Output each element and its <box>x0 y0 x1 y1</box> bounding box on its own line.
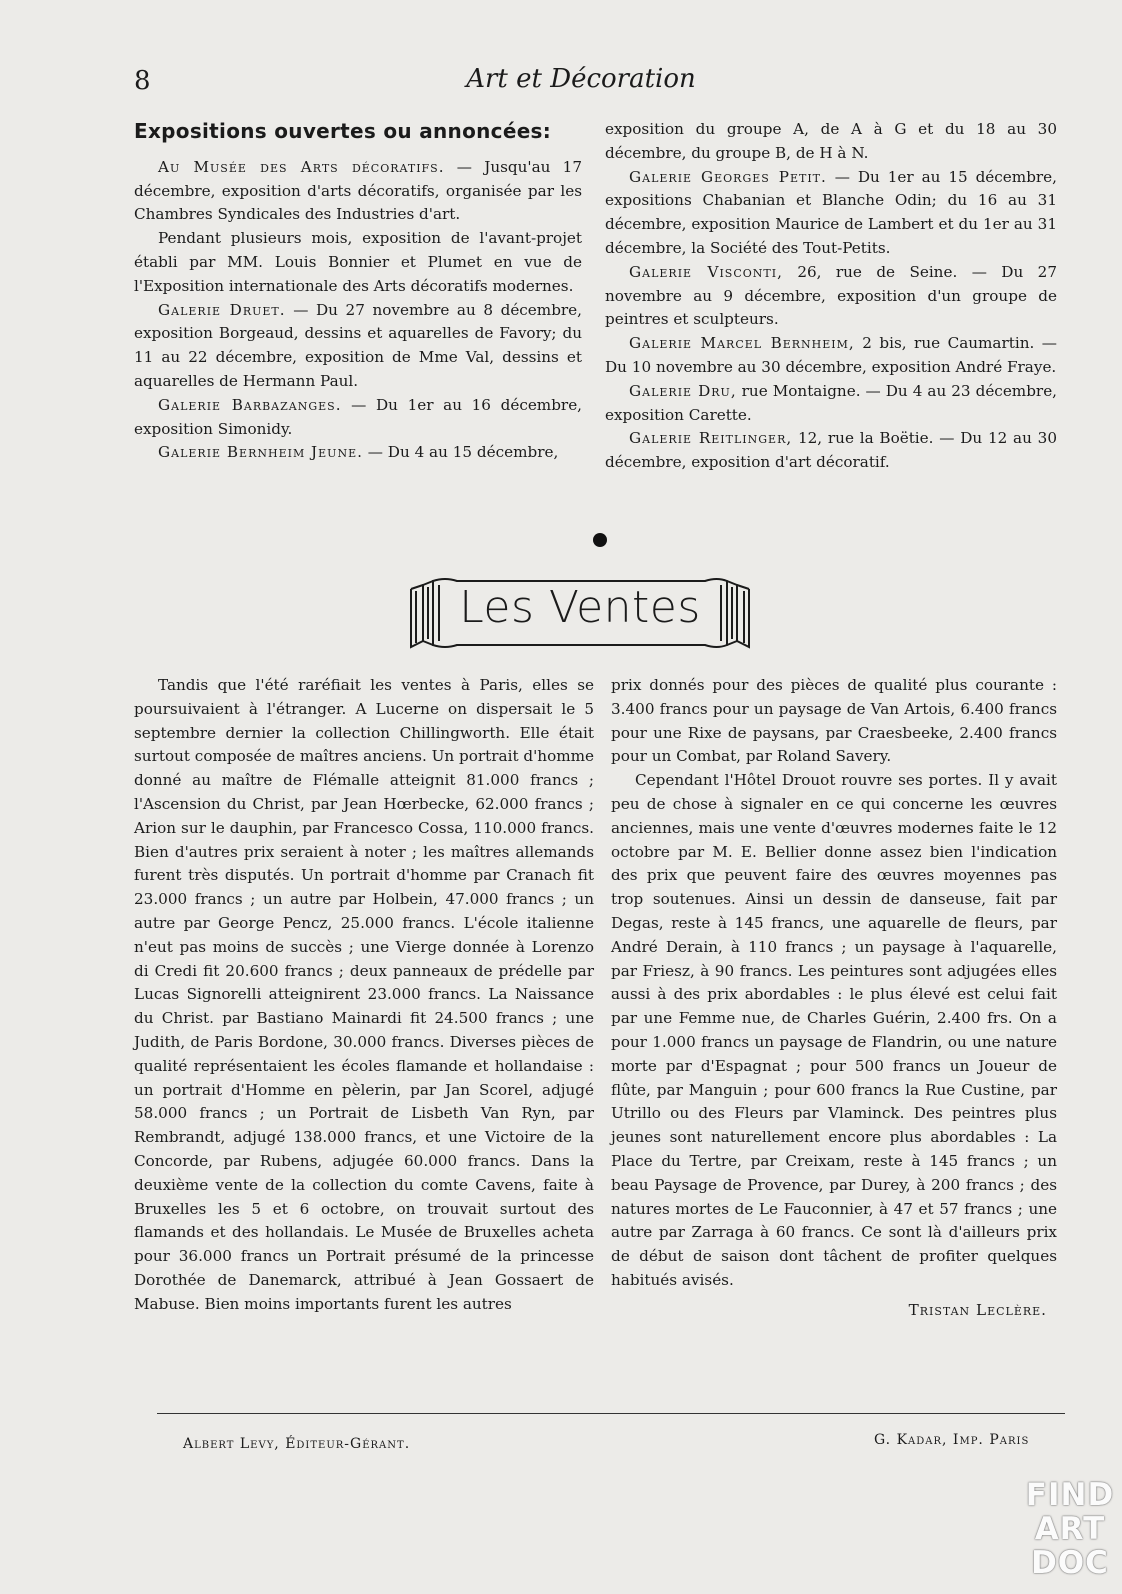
entry-text: rue Montaigne. — Du 4 au 23 décembre, exposition Carette. <box>605 381 1058 424</box>
entry-text: — Du 1er au 16 décembre, exposition Simonidy. <box>134 395 583 438</box>
entry-text: 26, rue de Seine. — Du 27 novembre au 9 décembre, exposition d'un groupe de peintres et sculpteurs. <box>605 262 1057 329</box>
watermark-line: FIND <box>1025 1477 1115 1513</box>
section-bullet-ornament <box>593 533 607 547</box>
exposition-entry <box>134 394 582 442</box>
venue-name: Galerie Visconti, <box>629 262 783 281</box>
watermark-line: DOC <box>1031 1545 1109 1581</box>
venue-name: Galerie Bernheim Jeune. <box>158 443 363 462</box>
ventes-paragraph: Cependant l'Hôtel Drouot rouvre ses portes. Il y avait peu de chose à signaler en ce qui concerne les œuvres anciennes, mais une vente d'œuvres modernes faite le 12 octobre par M. E. Bellier donne assez bien l'indication des prix que peuvent faire des œuvres moyennes pas trop soutenues. Ainsi un dessin de danseuse, fait par Degas, reste à 145 francs, une aquarelle de fleurs, par André Derain, à 110 francs ; un paysage à l'aquarelle, par Friesz, à 90 francs. Les peintures sont adjugées elles aussi à des prix abordables : le plus élevé est celui fait par une Femme nue, de Charles Guérin, 2.400 frs. On a pour 1.000 francs un paysage de Flandrin, ou une nature morte par d'Espagnat ; pour 500 francs un Joueur de flûte, par Manguin ; pour 600 francs la Rue Custine, par Utrillo ou des Fleurs par Vlaminck. Des peintres plus jeunes sont naturellement encore plus abordables : La Place du Tertre, par Creixam, reste à 145 francs ; un beau Paysage de Provence, par Durey, à 200 francs ; des natures mortes de Le Fauconnier, à 47 et 57 francs ; une autre par Zarraga à 60 francs. Ce sont là d'ailleurs prix de début de saison dont tâchent de profiter quelques habitués avisés. <box>611 771 1057 1289</box>
entry-text: — Jusqu'au 17 décembre, exposition d'arts décoratifs, organisée par les Chambres Syndicales des Industries d'art. <box>134 157 582 224</box>
running-title: Art et Décoration <box>466 64 696 94</box>
footer-publisher: Albert Levy, Éditeur-Gérant. <box>183 1436 411 1452</box>
exposition-entry <box>605 166 1057 261</box>
watermark-line: ART <box>1034 1511 1106 1547</box>
expositions-column-right <box>605 118 1057 475</box>
entry-text: Pendant plusieurs mois, exposition de l'avant-projet établi par MM. Louis Bonnier et Plumet en vue de l'Exposition internationale des Arts décoratifs modernes. <box>134 229 582 295</box>
exposition-entry <box>605 427 1057 475</box>
exposition-entry <box>605 118 1057 166</box>
entry-text: — Du 4 au 15 décembre, <box>362 443 559 462</box>
ventes-paragraph: prix donnés pour des pièces de qualité plus courante : 3.400 francs pour un paysage de Van Artois, 6.400 francs pour une Rixe de paysans, par Craesbeeke, 2.400 francs pour un Combat, par Roland Savery. <box>611 676 1057 766</box>
section-title-les-ventes: Les Ventes <box>459 582 701 633</box>
exposition-entry <box>605 380 1057 428</box>
ventes-column-right <box>611 674 1057 1323</box>
venue-name: Galerie Georges Petit. <box>629 167 827 186</box>
exposition-entry <box>134 156 582 227</box>
entry-text: 12, rue la Boëtie. — Du 12 au 30 décembre, exposition d'art décoratif. <box>605 429 1057 472</box>
page-number: 8 <box>134 66 151 96</box>
venue-name: Au Musée des Arts décoratifs. <box>158 157 445 176</box>
entry-text: exposition du groupe A, de A à G et du 18 au 30 décembre, du groupe B, de H à N. <box>605 120 1057 162</box>
venue-name: Galerie Druet. <box>158 300 286 319</box>
expositions-column-left <box>134 120 582 465</box>
venue-name: Galerie Barbazanges. <box>158 395 342 414</box>
exposition-entry <box>605 332 1057 380</box>
venue-name: Galerie Marcel Bernheim, <box>629 334 855 353</box>
exposition-entry <box>134 299 582 394</box>
exposition-entry <box>605 261 1057 332</box>
ventes-column-left <box>134 674 594 1317</box>
venue-name: Galerie Dru, <box>629 381 737 400</box>
findartdoc-watermark-logo <box>1018 1478 1122 1580</box>
exposition-entry <box>134 227 582 298</box>
entry-text: — Du 27 novembre au 8 décembre, exposition Borgeaud, dessins et aquarelles de Favory; du 11 au 22 décembre, exposition de Mme Val, dessins et aquarelles de Hermann Paul. <box>134 300 582 390</box>
ventes-paragraph: Tandis que l'été raréfiait les ventes à Paris, elles se poursuivaient à l'étranger. A Lucerne on dispersait le 5 septembre dernier la collection Chillingworth. Elle était surtout composée de maîtres anciens. Un portrait d'homme donné au maître de Flémalle atteignit 81.000 francs ; l'Ascension du Christ, par Jean Hœrbecke, 62.000 francs ; Arion sur le dauphin, par Francesco Cossa, 110.000 francs. Bien d'autres prix seraient à noter ; les maîtres allemands furent très disputés. Un portrait d'homme par Cranach fit 23.000 francs ; un autre par Holbein, 47.000 francs ; un autre par George Pencz, 25.000 francs. L'école italienne n'eut pas moins de succès ; une Vierge donnée à Lorenzo di Credi fit 20.600 francs ; deux panneaux de prédelle par Lucas Signorelli atteignirent 23.000 francs. La Naissance du Christ. par Bastiano Mainardi fit 24.500 francs ; une Judith, de Paris Bordone, 30.000 francs. Diverses pièces de qualité représentaient les écoles flamande et hollandaise : un portrait d'Homme en pèlerin, par Jan Scorel, adjugé 58.000 francs ; un Portrait de Lisbeth Van Ryn, par Rembrandt, adjugé 138.000 francs, et une Victoire de la Concorde, par Rubens, adjugée 60.000 francs. Dans la deuxième vente de la collection du comte Cavens, faite à Bruxelles les 5 et 6 octobre, on trouvait surtout des flamands et des hollandais. Le Musée de Bruxelles acheta pour 36.000 francs un Portrait présumé de la princesse Dorothée de Danemarck, attribué à Jean Gossaert de Mabuse. Bien moins importants furent les autres <box>134 676 594 1313</box>
author-signature: Tristan Leclère. <box>908 1300 1047 1319</box>
exposition-entry <box>134 441 582 465</box>
entry-text: — Du 1er au 15 décembre, expositions Chabanian et Blanche Odin; du 16 au 31 décembre, exposition Maurice de Lambert et du 1er au 31 décembre, la Société des Tout-Petits. <box>605 167 1057 257</box>
venue-name: Galerie Reitlinger, <box>629 429 793 448</box>
footer-printer: G. Kadar, Imp. Paris <box>874 1432 1030 1448</box>
entry-text: 2 bis, rue Caumartin. — Du 10 novembre au 30 décembre, exposition André Fraye. <box>605 334 1057 376</box>
expositions-heading: Expositions ouvertes ou annoncées: <box>134 119 552 143</box>
footer-rule <box>157 1413 1065 1414</box>
